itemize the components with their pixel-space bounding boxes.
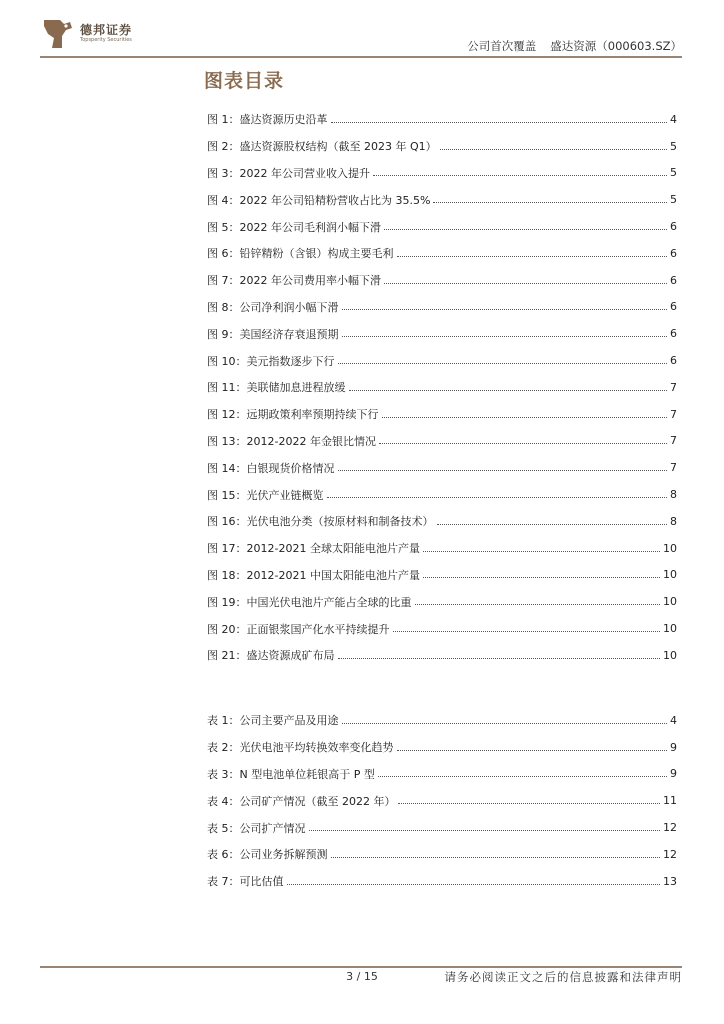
figure-entry[interactable]	[207, 213, 677, 240]
figure-entry[interactable]	[207, 240, 677, 267]
dot-leader	[393, 631, 661, 632]
table-entry[interactable]	[207, 841, 677, 868]
table-list	[207, 707, 677, 895]
table-entry-label: 表 6：公司业务拆解预测	[207, 848, 328, 862]
figure-entry-page: 6	[670, 273, 677, 287]
dot-leader	[338, 658, 661, 659]
dot-leader	[423, 577, 660, 578]
table-entry-page: 11	[663, 794, 677, 808]
figure-entry-label: 图 17：2012-2021 全球太阳能电池片产量	[207, 542, 420, 556]
figure-entry-page: 5	[670, 166, 677, 180]
figure-entry-label: 图 1：盛达资源历史沿革	[207, 113, 328, 127]
table-entry-label: 表 2：光伏电池平均转换效率变化趋势	[207, 741, 394, 755]
table-entry[interactable]	[207, 868, 677, 895]
figure-entry-label: 图 12：远期政策利率预期持续下行	[207, 408, 379, 422]
dot-leader	[338, 470, 668, 471]
dot-leader	[309, 830, 661, 831]
table-entry-page: 9	[670, 740, 677, 754]
figure-entry-label: 图 15：光伏产业链概览	[207, 488, 324, 502]
table-entry[interactable]	[207, 761, 677, 788]
figure-entry-label: 图 7：2022 年公司费用率小幅下滑	[207, 274, 381, 288]
table-entry[interactable]	[207, 814, 677, 841]
figure-entry-page: 6	[670, 220, 677, 234]
figure-entry-page: 10	[663, 541, 677, 555]
figure-entry-label: 图 19：中国光伏电池片产能占全球的比重	[207, 595, 412, 609]
figure-entry-label: 图 18：2012-2021 中国太阳能电池片产量	[207, 568, 420, 582]
figure-entry[interactable]	[207, 454, 677, 481]
figure-entry-page: 8	[670, 514, 677, 528]
figure-entry-page: 5	[670, 193, 677, 207]
figure-entry-page: 10	[663, 568, 677, 582]
dot-leader	[287, 884, 661, 885]
footer-divider	[40, 966, 682, 968]
dot-leader	[437, 524, 668, 525]
figure-entry-label: 图 21：盛达资源成矿布局	[207, 649, 335, 663]
figure-entry[interactable]	[207, 133, 677, 160]
table-entry-page: 12	[663, 821, 677, 835]
dot-leader	[342, 723, 668, 724]
figure-entry-label: 图 16：光伏电池分类（按原材料和制备技术）	[207, 515, 434, 529]
header-report-info	[467, 38, 682, 54]
dot-leader	[440, 149, 667, 150]
figure-entry-label: 图 14：白银现货价格情况	[207, 461, 335, 475]
page-header	[0, 0, 724, 62]
report-type: 公司首次覆盖	[467, 39, 537, 53]
table-entry[interactable]	[207, 707, 677, 734]
table-entry-page: 13	[663, 874, 677, 888]
table-entry[interactable]	[207, 734, 677, 761]
figure-entry-page: 7	[670, 434, 677, 448]
dot-leader	[349, 390, 668, 391]
figure-entry[interactable]	[207, 481, 677, 508]
figure-entry-page: 6	[670, 327, 677, 341]
figure-entry-page: 7	[670, 461, 677, 475]
company-ticker: 盛达资源（000603.SZ）	[550, 39, 682, 53]
figure-entry-page: 10	[663, 595, 677, 609]
figure-entry[interactable]	[207, 588, 677, 615]
figure-entry[interactable]	[207, 428, 677, 455]
dot-leader	[342, 309, 668, 310]
figure-entry-label: 图 2：盛达资源股权结构（截至 2023 年 Q1）	[207, 140, 437, 154]
figure-entry-page: 6	[670, 246, 677, 260]
figure-entry[interactable]	[207, 160, 677, 187]
dot-leader	[423, 551, 660, 552]
figure-entry-label: 图 10：美元指数逐步下行	[207, 354, 335, 368]
dot-leader	[397, 256, 668, 257]
dot-leader	[382, 417, 668, 418]
figure-entry[interactable]	[207, 535, 677, 562]
figure-entry-label: 图 4：2022 年公司铅精粉营收占比为 35.5%	[207, 193, 431, 207]
figure-entry-label: 图 3：2022 年公司营业收入提升	[207, 166, 370, 180]
logo-chinese-name: 德邦证券	[80, 22, 133, 37]
table-entry-page: 4	[670, 713, 677, 727]
dot-leader	[331, 122, 668, 123]
header-divider	[40, 56, 682, 58]
figure-entry-label: 图 9：美国经济存衰退预期	[207, 327, 339, 341]
figure-entry[interactable]	[207, 267, 677, 294]
dot-leader	[342, 336, 668, 337]
dot-leader	[398, 803, 660, 804]
table-entry-label: 表 7：可比估值	[207, 875, 284, 889]
figure-entry-label: 图 5：2022 年公司毛利润小幅下滑	[207, 220, 381, 234]
page-number: 3 / 15	[346, 970, 378, 983]
figure-entry[interactable]	[207, 320, 677, 347]
table-entry-label: 表 1：公司主要产品及用途	[207, 714, 339, 728]
figure-entry-page: 10	[663, 648, 677, 662]
legal-disclaimer: 请务必阅读正文之后的信息披露和法律声明	[444, 970, 682, 984]
figure-entry-page: 6	[670, 354, 677, 368]
dot-leader	[415, 604, 661, 605]
dot-leader	[433, 202, 667, 203]
figure-entry-label: 图 6：铅锌精粉（含银）构成主要毛利	[207, 247, 394, 261]
figure-entry-page: 10	[663, 622, 677, 636]
figure-entry-page: 6	[670, 300, 677, 314]
dot-leader	[378, 776, 667, 777]
figure-entry-label: 图 11：美联储加息进程放缓	[207, 381, 346, 395]
figure-entry[interactable]	[207, 106, 677, 133]
logo-english-name: Topsperity Securities	[80, 36, 132, 43]
figure-entry[interactable]	[207, 374, 677, 401]
figure-entry-page: 4	[670, 112, 677, 126]
toc-title: 图表目录	[204, 70, 285, 92]
figure-entry[interactable]	[207, 562, 677, 589]
figure-entry-page: 7	[670, 380, 677, 394]
dot-leader	[331, 857, 661, 858]
figure-entry[interactable]	[207, 186, 677, 213]
figure-entry[interactable]	[207, 508, 677, 535]
dot-leader	[338, 363, 668, 364]
figure-entry-page: 7	[670, 407, 677, 421]
figure-entry-page: 8	[670, 488, 677, 502]
dot-leader	[327, 497, 668, 498]
figure-entry-label: 图 13：2012-2022 年金银比情况	[207, 434, 376, 448]
table-entry-label: 表 3：N 型电池单位耗银高于 P 型	[207, 767, 375, 781]
dot-leader	[397, 750, 668, 751]
table-entry-page: 12	[663, 847, 677, 861]
figure-entry[interactable]	[207, 347, 677, 374]
figure-entry-page: 5	[670, 139, 677, 153]
table-entry-label: 表 5：公司扩产情况	[207, 821, 306, 835]
figure-entry[interactable]	[207, 642, 677, 669]
table-entry[interactable]	[207, 787, 677, 814]
table-entry-page: 9	[670, 767, 677, 781]
figure-entry[interactable]	[207, 294, 677, 321]
figure-entry-label: 图 20：正面银浆国产化水平持续提升	[207, 622, 390, 636]
dot-leader	[379, 443, 667, 444]
table-entry-label: 表 4：公司矿产情况（截至 2022 年）	[207, 794, 396, 808]
dot-leader	[384, 283, 667, 284]
figure-entry[interactable]	[207, 401, 677, 428]
figure-list	[207, 106, 677, 669]
dot-leader	[384, 229, 667, 230]
figure-entry-label: 图 8：公司净利润小幅下滑	[207, 300, 339, 314]
figure-entry[interactable]	[207, 615, 677, 642]
logo-emblem-icon	[40, 16, 76, 50]
dot-leader	[373, 175, 667, 176]
company-logo	[40, 16, 132, 50]
